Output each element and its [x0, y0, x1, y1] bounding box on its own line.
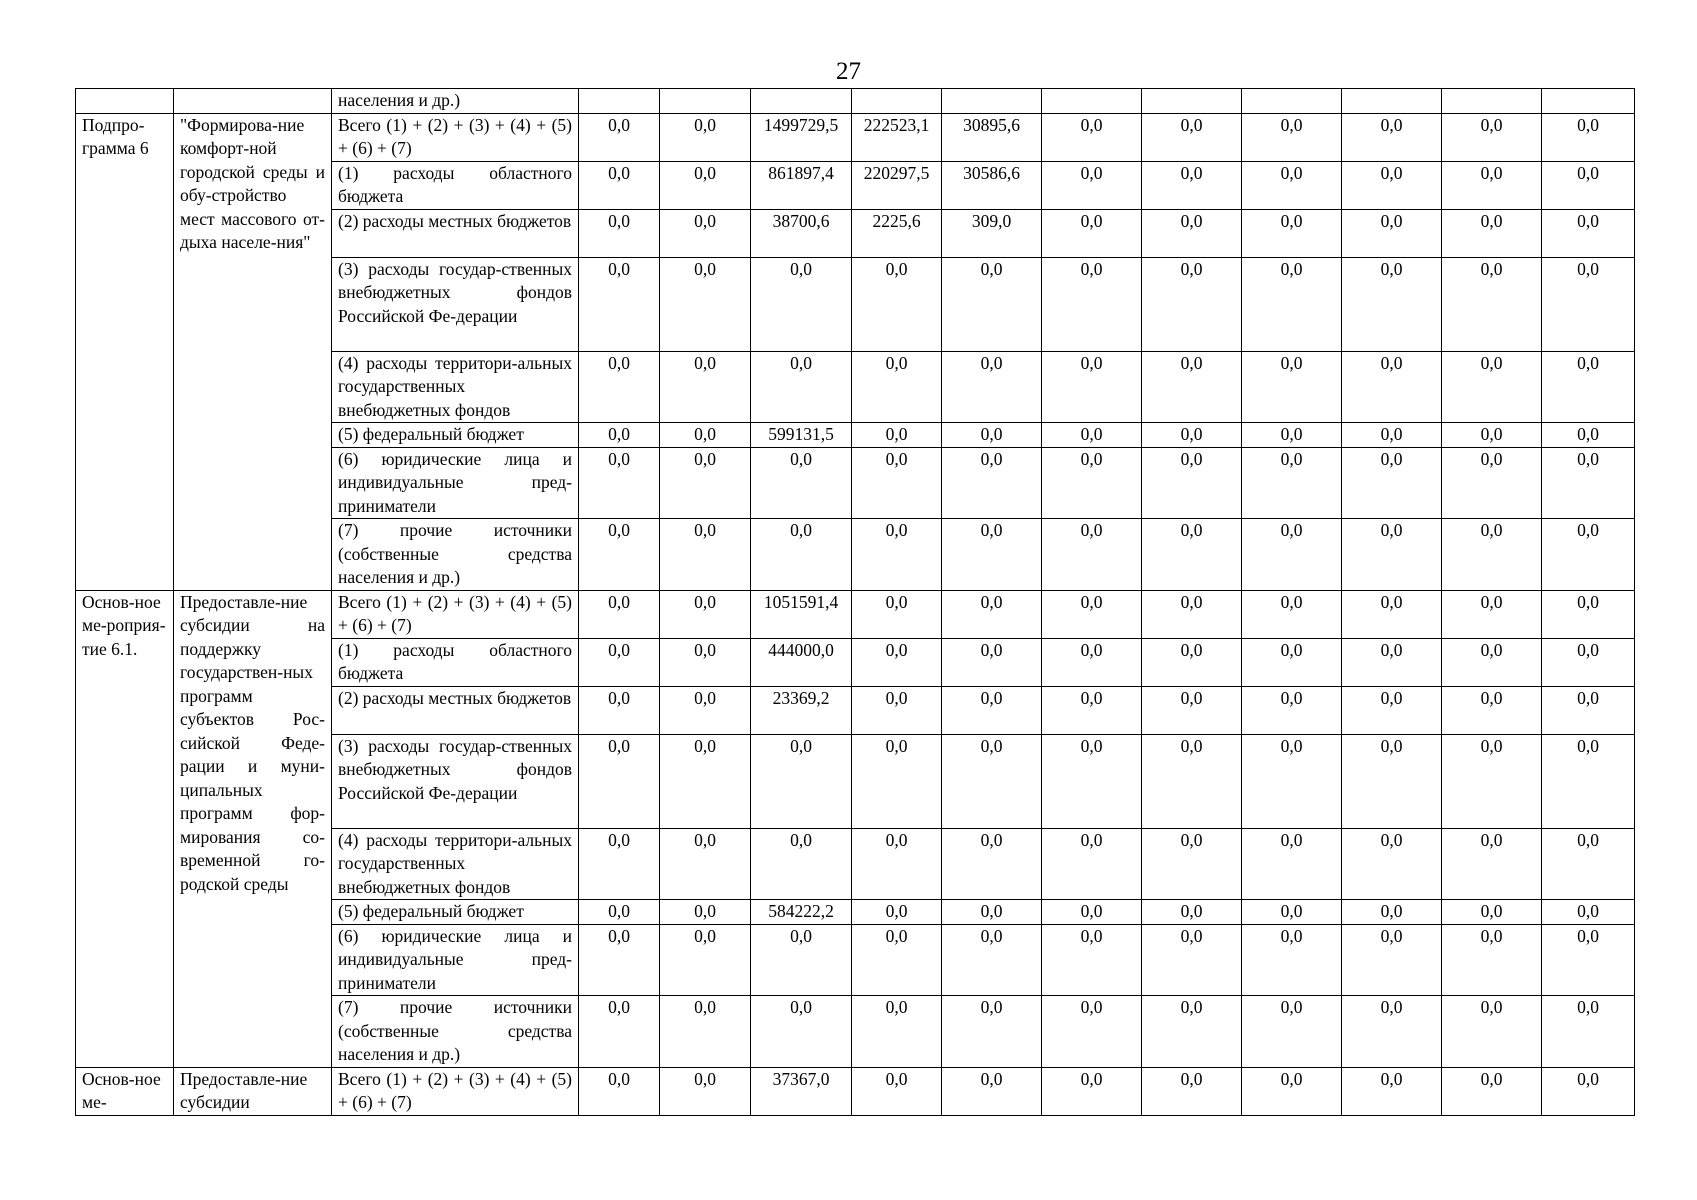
- value-cell: 0,0: [1142, 519, 1242, 591]
- program-name-cell: Предоставле-ние субсидии на поддержку государствен-ных программ субъектов Рос-сийской Феде-рации и муни-ципальных программ фор-мирования со-временной го-родской среды: [174, 590, 332, 1067]
- value-cell: 0,0: [1442, 638, 1542, 686]
- value-cell: 0,0: [1442, 257, 1542, 351]
- value-cell: [1142, 89, 1242, 114]
- value-cell: 0,0: [1342, 351, 1442, 423]
- value-cell: 0,0: [1142, 1067, 1242, 1115]
- funding-source-cell: (1) расходы областного бюджета: [332, 161, 579, 209]
- value-cell: 0,0: [1042, 519, 1142, 591]
- value-cell: 0,0: [942, 447, 1042, 519]
- value-cell: 0,0: [1542, 209, 1635, 257]
- value-cell: 0,0: [1042, 1067, 1142, 1115]
- funding-source-cell: (7) прочие источники (собственные средства населения и др.): [332, 519, 579, 591]
- value-cell: 861897,4: [751, 161, 852, 209]
- funding-source-cell: (2) расходы местных бюджетов: [332, 686, 579, 734]
- value-cell: 0,0: [1042, 161, 1142, 209]
- value-cell: 0,0: [852, 351, 942, 423]
- value-cell: 0,0: [1342, 638, 1442, 686]
- value-cell: 0,0: [660, 734, 751, 828]
- value-cell: 0,0: [1442, 447, 1542, 519]
- value-cell: 0,0: [1042, 423, 1142, 448]
- value-cell: 0,0: [852, 828, 942, 900]
- value-cell: 0,0: [1342, 113, 1442, 161]
- value-cell: 0,0: [1542, 996, 1635, 1068]
- value-cell: 0,0: [1042, 590, 1142, 638]
- value-cell: 0,0: [1442, 924, 1542, 996]
- value-cell: 0,0: [1042, 113, 1142, 161]
- value-cell: 30895,6: [942, 113, 1042, 161]
- value-cell: 0,0: [1142, 351, 1242, 423]
- value-cell: 0,0: [579, 734, 660, 828]
- value-cell: 0,0: [1142, 257, 1242, 351]
- value-cell: [942, 89, 1042, 114]
- value-cell: 0,0: [1142, 900, 1242, 925]
- funding-source-cell: (6) юридические лица и индивидуальные пред-приниматели: [332, 924, 579, 996]
- value-cell: 0,0: [852, 423, 942, 448]
- program-name-cell: Предоставле-ние субсидии: [174, 1067, 332, 1115]
- value-cell: 0,0: [1342, 209, 1442, 257]
- value-cell: 0,0: [1042, 351, 1142, 423]
- value-cell: 0,0: [1242, 209, 1342, 257]
- value-cell: 0,0: [1242, 447, 1342, 519]
- value-cell: 0,0: [1042, 900, 1142, 925]
- table-row: [76, 113, 1635, 161]
- funding-source-cell: Всего (1) + (2) + (3) + (4) + (5) + (6) + (7): [332, 590, 579, 638]
- value-cell: 0,0: [1442, 590, 1542, 638]
- value-cell: 0,0: [1342, 447, 1442, 519]
- value-cell: 0,0: [1042, 996, 1142, 1068]
- value-cell: 0,0: [1242, 900, 1342, 925]
- value-cell: 0,0: [1542, 161, 1635, 209]
- value-cell: 0,0: [751, 996, 852, 1068]
- value-cell: [1342, 89, 1442, 114]
- value-cell: 0,0: [579, 996, 660, 1068]
- value-cell: 30586,6: [942, 161, 1042, 209]
- value-cell: 0,0: [579, 638, 660, 686]
- value-cell: 0,0: [751, 447, 852, 519]
- value-cell: 0,0: [1142, 686, 1242, 734]
- value-cell: 23369,2: [751, 686, 852, 734]
- value-cell: 0,0: [660, 828, 751, 900]
- value-cell: 0,0: [1542, 638, 1635, 686]
- value-cell: 0,0: [942, 828, 1042, 900]
- value-cell: 0,0: [1442, 113, 1542, 161]
- page-number: 27: [836, 58, 861, 85]
- value-cell: 0,0: [660, 447, 751, 519]
- funding-source-cell: (4) расходы территори-альных государственных внебюджетных фондов: [332, 351, 579, 423]
- value-cell: 0,0: [1442, 1067, 1542, 1115]
- funding-source-cell: (4) расходы территори-альных государственных внебюджетных фондов: [332, 828, 579, 900]
- value-cell: 0,0: [751, 924, 852, 996]
- value-cell: 0,0: [1142, 209, 1242, 257]
- value-cell: 0,0: [942, 590, 1042, 638]
- value-cell: 0,0: [1042, 686, 1142, 734]
- value-cell: 0,0: [1242, 638, 1342, 686]
- value-cell: [751, 89, 852, 114]
- value-cell: 0,0: [1242, 519, 1342, 591]
- value-cell: 0,0: [1542, 351, 1635, 423]
- value-cell: 0,0: [1342, 924, 1442, 996]
- value-cell: 0,0: [660, 113, 751, 161]
- funding-source-cell: (1) расходы областного бюджета: [332, 638, 579, 686]
- value-cell: 0,0: [1242, 257, 1342, 351]
- value-cell: 0,0: [1342, 161, 1442, 209]
- value-cell: 0,0: [1442, 351, 1542, 423]
- value-cell: 0,0: [660, 1067, 751, 1115]
- funding-source-cell: (3) расходы государ-ственных внебюджетных фондов Российской Фе-дерации: [332, 257, 579, 351]
- value-cell: 0,0: [1442, 996, 1542, 1068]
- value-cell: 0,0: [579, 161, 660, 209]
- value-cell: 0,0: [1442, 900, 1542, 925]
- value-cell: 38700,6: [751, 209, 852, 257]
- program-cell: Подпро-грамма 6: [76, 113, 174, 590]
- value-cell: 0,0: [1542, 900, 1635, 925]
- value-cell: 0,0: [579, 351, 660, 423]
- value-cell: 0,0: [1042, 209, 1142, 257]
- value-cell: 309,0: [942, 209, 1042, 257]
- value-cell: 0,0: [1342, 686, 1442, 734]
- value-cell: [1542, 89, 1635, 114]
- value-cell: 0,0: [852, 900, 942, 925]
- value-cell: 0,0: [751, 734, 852, 828]
- value-cell: 0,0: [579, 1067, 660, 1115]
- value-cell: 0,0: [1042, 638, 1142, 686]
- table-row: [76, 590, 1635, 638]
- funding-source-cell: населения и др.): [332, 89, 579, 114]
- value-cell: 599131,5: [751, 423, 852, 448]
- funding-source-cell: (2) расходы местных бюджетов: [332, 209, 579, 257]
- value-cell: 0,0: [1242, 828, 1342, 900]
- value-cell: 0,0: [942, 638, 1042, 686]
- value-cell: 0,0: [1342, 519, 1442, 591]
- value-cell: 0,0: [1442, 519, 1542, 591]
- value-cell: 0,0: [660, 996, 751, 1068]
- value-cell: 0,0: [660, 900, 751, 925]
- value-cell: 0,0: [852, 1067, 942, 1115]
- value-cell: 0,0: [1242, 996, 1342, 1068]
- value-cell: 0,0: [1342, 257, 1442, 351]
- funding-source-cell: (3) расходы государ-ственных внебюджетных фондов Российской Фе-дерации: [332, 734, 579, 828]
- program-name-cell: "Формирова-ние комфорт-ной городской среды и обу-стройство мест массового от-дыха населе-ния": [174, 113, 332, 590]
- budget-table: [75, 88, 1635, 1116]
- value-cell: 0,0: [1442, 161, 1542, 209]
- table-row: [76, 89, 1635, 114]
- value-cell: 0,0: [1242, 924, 1342, 996]
- value-cell: 0,0: [852, 590, 942, 638]
- value-cell: 0,0: [660, 590, 751, 638]
- value-cell: 0,0: [852, 447, 942, 519]
- value-cell: 0,0: [1142, 423, 1242, 448]
- value-cell: 0,0: [1442, 209, 1542, 257]
- value-cell: 0,0: [751, 257, 852, 351]
- value-cell: 0,0: [660, 638, 751, 686]
- value-cell: 0,0: [1142, 447, 1242, 519]
- value-cell: 0,0: [1442, 686, 1542, 734]
- value-cell: 0,0: [579, 447, 660, 519]
- value-cell: 0,0: [1542, 686, 1635, 734]
- value-cell: 0,0: [1242, 113, 1342, 161]
- value-cell: 0,0: [1142, 113, 1242, 161]
- value-cell: 0,0: [1442, 734, 1542, 828]
- value-cell: 0,0: [579, 828, 660, 900]
- value-cell: 0,0: [579, 900, 660, 925]
- value-cell: [1442, 89, 1542, 114]
- value-cell: 0,0: [852, 924, 942, 996]
- value-cell: 0,0: [852, 996, 942, 1068]
- value-cell: 0,0: [1142, 734, 1242, 828]
- value-cell: 0,0: [660, 423, 751, 448]
- value-cell: 0,0: [1342, 590, 1442, 638]
- value-cell: 0,0: [660, 519, 751, 591]
- value-cell: 0,0: [751, 828, 852, 900]
- value-cell: 0,0: [1542, 423, 1635, 448]
- value-cell: 0,0: [1042, 828, 1142, 900]
- value-cell: 0,0: [1142, 638, 1242, 686]
- funding-source-cell: (7) прочие источники (собственные средства населения и др.): [332, 996, 579, 1068]
- value-cell: 0,0: [1342, 1067, 1442, 1115]
- table-row: [76, 1067, 1635, 1115]
- value-cell: 0,0: [1242, 590, 1342, 638]
- value-cell: 0,0: [1242, 1067, 1342, 1115]
- value-cell: 0,0: [942, 423, 1042, 448]
- value-cell: 0,0: [751, 519, 852, 591]
- funding-source-cell: (5) федеральный бюджет: [332, 423, 579, 448]
- value-cell: 0,0: [579, 924, 660, 996]
- value-cell: 0,0: [852, 519, 942, 591]
- value-cell: 0,0: [660, 209, 751, 257]
- value-cell: 1051591,4: [751, 590, 852, 638]
- value-cell: 0,0: [1142, 924, 1242, 996]
- name-cell: [174, 89, 332, 114]
- value-cell: 0,0: [942, 257, 1042, 351]
- value-cell: 0,0: [1042, 924, 1142, 996]
- program-cell: [76, 89, 174, 114]
- value-cell: 0,0: [660, 161, 751, 209]
- value-cell: 0,0: [942, 734, 1042, 828]
- value-cell: 0,0: [942, 519, 1042, 591]
- value-cell: 0,0: [1542, 519, 1635, 591]
- value-cell: 444000,0: [751, 638, 852, 686]
- funding-source-cell: Всего (1) + (2) + (3) + (4) + (5) + (6) + (7): [332, 113, 579, 161]
- program-cell: Основ-ное ме-: [76, 1067, 174, 1115]
- value-cell: 0,0: [1142, 828, 1242, 900]
- value-cell: 0,0: [1242, 351, 1342, 423]
- value-cell: 0,0: [942, 900, 1042, 925]
- value-cell: [852, 89, 942, 114]
- value-cell: 0,0: [1542, 257, 1635, 351]
- value-cell: [1242, 89, 1342, 114]
- value-cell: 0,0: [1442, 423, 1542, 448]
- value-cell: 0,0: [1542, 447, 1635, 519]
- value-cell: 0,0: [579, 257, 660, 351]
- value-cell: 0,0: [579, 590, 660, 638]
- value-cell: 0,0: [1242, 423, 1342, 448]
- value-cell: 0,0: [1342, 828, 1442, 900]
- program-cell: Основ-ное ме-роприя-тие 6.1.: [76, 590, 174, 1067]
- value-cell: 222523,1: [852, 113, 942, 161]
- value-cell: 0,0: [1442, 828, 1542, 900]
- value-cell: 0,0: [660, 351, 751, 423]
- value-cell: 0,0: [1242, 734, 1342, 828]
- value-cell: 0,0: [1342, 996, 1442, 1068]
- value-cell: 0,0: [942, 924, 1042, 996]
- value-cell: 584222,2: [751, 900, 852, 925]
- value-cell: 0,0: [1542, 828, 1635, 900]
- value-cell: 0,0: [1342, 423, 1442, 448]
- value-cell: 0,0: [660, 257, 751, 351]
- value-cell: 0,0: [1242, 686, 1342, 734]
- value-cell: 0,0: [1342, 900, 1442, 925]
- value-cell: 0,0: [1242, 161, 1342, 209]
- value-cell: 0,0: [751, 351, 852, 423]
- value-cell: 0,0: [579, 209, 660, 257]
- funding-source-cell: Всего (1) + (2) + (3) + (4) + (5) + (6) + (7): [332, 1067, 579, 1115]
- value-cell: 0,0: [852, 638, 942, 686]
- value-cell: 0,0: [1142, 161, 1242, 209]
- value-cell: 0,0: [1042, 257, 1142, 351]
- value-cell: 0,0: [660, 924, 751, 996]
- value-cell: 0,0: [1342, 734, 1442, 828]
- value-cell: [660, 89, 751, 114]
- value-cell: 37367,0: [751, 1067, 852, 1115]
- value-cell: 2225,6: [852, 209, 942, 257]
- value-cell: 0,0: [942, 1067, 1042, 1115]
- value-cell: 220297,5: [852, 161, 942, 209]
- value-cell: 0,0: [852, 686, 942, 734]
- value-cell: 1499729,5: [751, 113, 852, 161]
- value-cell: 0,0: [579, 113, 660, 161]
- value-cell: 0,0: [852, 257, 942, 351]
- value-cell: 0,0: [942, 996, 1042, 1068]
- value-cell: [1042, 89, 1142, 114]
- value-cell: 0,0: [579, 686, 660, 734]
- funding-source-cell: (6) юридические лица и индивидуальные пред-приниматели: [332, 447, 579, 519]
- value-cell: 0,0: [1042, 447, 1142, 519]
- value-cell: 0,0: [852, 734, 942, 828]
- value-cell: 0,0: [942, 686, 1042, 734]
- value-cell: 0,0: [579, 519, 660, 591]
- value-cell: 0,0: [660, 686, 751, 734]
- value-cell: 0,0: [1042, 734, 1142, 828]
- value-cell: [579, 89, 660, 114]
- value-cell: 0,0: [579, 423, 660, 448]
- funding-source-cell: (5) федеральный бюджет: [332, 900, 579, 925]
- value-cell: 0,0: [1542, 113, 1635, 161]
- value-cell: 0,0: [1542, 590, 1635, 638]
- value-cell: 0,0: [1142, 996, 1242, 1068]
- value-cell: 0,0: [1142, 590, 1242, 638]
- value-cell: 0,0: [1542, 924, 1635, 996]
- value-cell: 0,0: [1542, 734, 1635, 828]
- value-cell: 0,0: [1542, 1067, 1635, 1115]
- value-cell: 0,0: [942, 351, 1042, 423]
